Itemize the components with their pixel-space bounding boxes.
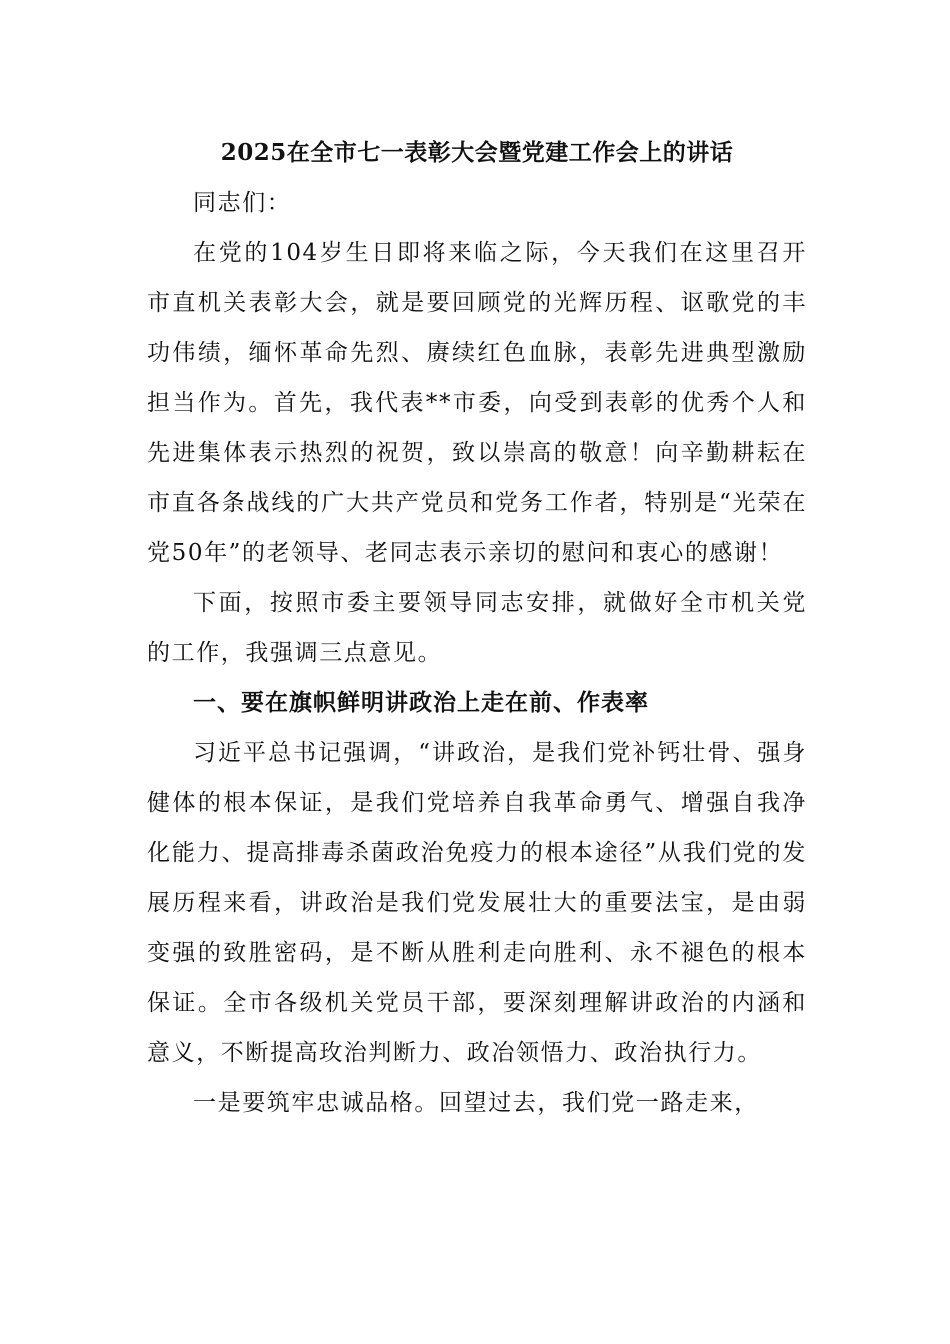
paragraph-point-1: 一是要筑牢忠诚品格。回望过去，我们党一路走来， — [193, 1090, 759, 1116]
document-title: 2025在全市七一表彰大会暨党建工作会上的讲话 — [220, 139, 734, 166]
salutation: 同志们： — [193, 190, 292, 216]
paragraph-intro-points: 下面，按照市委主要领导同志安排，就做好全市机关党的工作，我强调三点意见。 — [147, 590, 807, 666]
document-body — [147, 128, 807, 1128]
paragraph-opening: 在党的104岁生日即将来临之际，今天我们在这里召开市直机关表彰大会，就是要回顾党的光辉历程、讴歌党的丰功伟绩，缅怀革命先烈、赓续红色血脉，表彰先进典型激励担当作为。首先，我代表**市委，向受到表彰的优秀个人和先进集体表示热烈的祝贺，致以崇高的敬意！向辛勤耕耘在市直各条战线的广大共产党员和党务工作者，特别是“光荣在党50年”的老领导、老同志表示亲切的慰问和衷心的感谢！ — [147, 240, 807, 566]
paragraph-section-1: 习近平总书记强调，“讲政治，是我们党补钙壮骨、强身健体的根本保证，是我们党培养自我革命勇气、增强自我净化能力、提高排毒杀菌政治免疫力的根本途径”从我们党的发展历程来看，讲政治是我们党发展壮大的重要法宝，是由弱变强的致胜密码，是不断从胜利走向胜利、永不褪色的根本保证。全市各级机关党员干部，要深刻理解讲政治的内涵和意义，不断提高玫治判断力、政冶领悟力、政治执行力。 — [147, 740, 807, 1066]
section-heading-1: 一、要在旗帜鲜明讲政治上走在前、作表率 — [193, 689, 649, 716]
